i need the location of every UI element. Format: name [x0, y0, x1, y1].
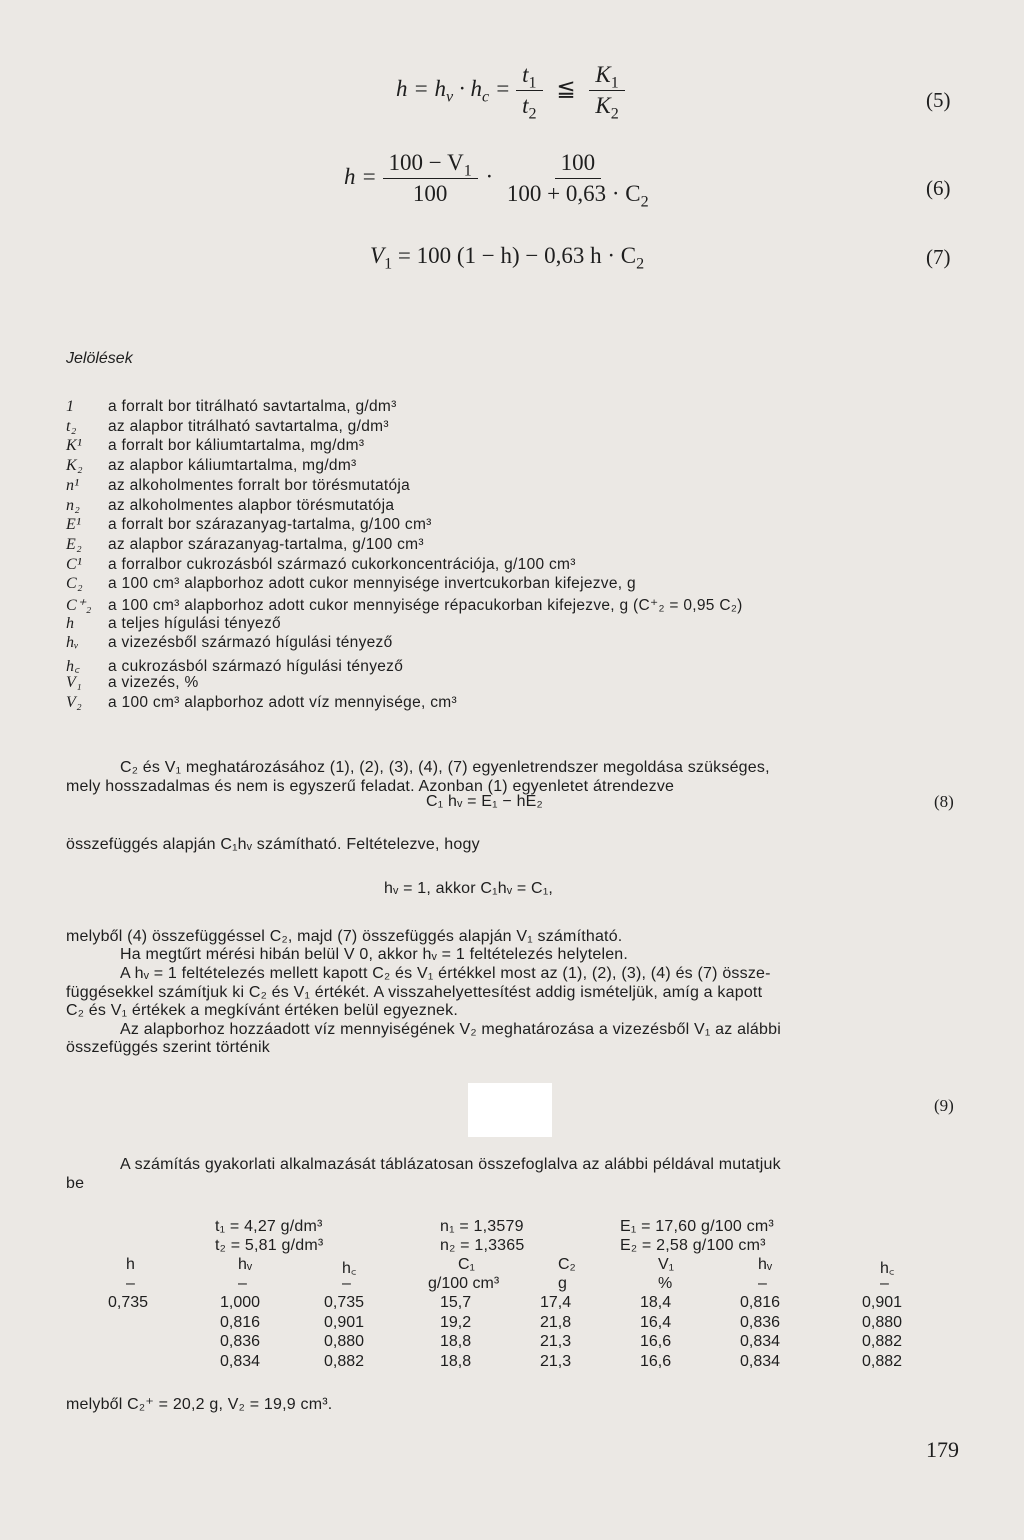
legend-symbol: C¹ [66, 555, 83, 573]
equation-5-label: (5) [926, 88, 951, 112]
legend-description: a 100 cm³ alapborhoz adott cukor mennyisége répacukorban kifejezve, g (C⁺₂ = 0,95 C₂) [108, 597, 743, 614]
table-unit-cell: % [658, 1275, 673, 1292]
legend-symbol: C⁺₂ [66, 597, 92, 614]
legend-description: a 100 cm³ alapborhoz adott cukor mennyisége invertcukorban kifejezve, g [108, 575, 636, 593]
equation-8: C₁ hᵥ = E₁ − hE₂ [426, 793, 543, 810]
table-unit-cell: – [880, 1275, 889, 1292]
table-cell: 21,8 [540, 1313, 572, 1331]
table-cell: 0,834 [740, 1333, 781, 1350]
legend-symbol: h꜀ [66, 658, 81, 676]
legend-item [66, 615, 281, 633]
paragraph-3-line-3: A hᵥ = 1 feltételezés mellett kapott C₂ és V₁ értékkel most az (1), (2), (3), (4) és (7) össze- [120, 965, 771, 982]
given-e2: E₂ = 2,58 g/100 cm³ [620, 1237, 766, 1254]
paragraph-4-line-1: A számítás gyakorlati alkalmazását táblázatosan összefoglalva az alábbi példával mutatjuk [120, 1156, 781, 1173]
table-unit-cell: g [558, 1275, 567, 1292]
legend-description: a vizezés, % [108, 673, 199, 691]
legend-item [66, 477, 410, 495]
table-cell: 21,3 [540, 1352, 572, 1370]
legend-description: az alapbor szárazanyag-tartalma, g/100 cm³ [108, 535, 424, 553]
table-unit-cell: g/100 cm³ [428, 1275, 500, 1292]
legend-description: a vizezésből származó hígulási tényező [108, 634, 393, 652]
legend-item [66, 457, 357, 475]
legend-symbol: K₂ [66, 457, 83, 475]
paragraph-3-line-2: Ha megtűrt mérési hibán belül V 0, akkor hᵥ = 1 feltételezés helytelen. [120, 946, 629, 963]
table-header-cell: V₁ [658, 1256, 675, 1273]
legend-description: az alapbor titrálható savtartalma, g/dm³ [108, 417, 389, 435]
table-cell: 0,836 [220, 1333, 261, 1350]
legend-item [66, 674, 199, 692]
legend-item [66, 575, 636, 593]
blank-equation-9-area [468, 1083, 552, 1137]
legend-symbol: E¹ [66, 516, 82, 534]
page-number: 179 [926, 1437, 959, 1462]
table-cell: 17,4 [540, 1294, 572, 1311]
table-cell: 16,4 [640, 1313, 672, 1331]
table-cell: 0,880 [862, 1313, 903, 1331]
table-cell: 0,882 [862, 1352, 903, 1370]
equation-5: $h = h_v \cdot h_c$ = $\frac{t_1}{t_2}$ ≦ $\frac{K_1}{K_2}$ [396, 62, 625, 119]
legend-item [66, 418, 389, 436]
legend-symbol: n₂ [66, 496, 81, 514]
paragraph-3-line-7: összefüggés szerint történik [66, 1039, 270, 1056]
paragraph-3-line-1: melyből (4) összefüggéssel C₂, majd (7) összefüggés alapján V₁ számítható. [66, 928, 623, 945]
paragraph-1-line-2: mely hosszadalmas és nem is egyszerű feladat. Azonban (1) egyenletet átrendezve [66, 778, 675, 795]
legend-item [66, 516, 432, 534]
legend-description: az alkoholmentes forralt bor törésmutatója [108, 476, 411, 494]
equation-8-label: (8) [934, 792, 954, 811]
legend-item [66, 398, 397, 416]
legend-description: a forralbor cukrozásból származó cukorkoncentrációja, g/100 cm³ [108, 555, 576, 573]
legend-symbol: E₂ [66, 535, 82, 553]
table-cell: 0,880 [324, 1333, 365, 1350]
table-header-cell: hᵥ [238, 1256, 253, 1273]
legend-item [66, 595, 743, 615]
paragraph-4-line-2: be [66, 1175, 85, 1192]
legend-description: a forralt bor szárazanyag-tartalma, g/100 cm³ [108, 516, 432, 534]
legend-item [66, 536, 424, 554]
table-cell: 0,816 [740, 1294, 781, 1311]
given-n2: n₂ = 1,3365 [440, 1237, 525, 1254]
legend-heading: Jelölések [66, 350, 133, 367]
legend-item [66, 497, 394, 515]
legend-symbol: hᵥ [66, 634, 80, 652]
table-unit-cell: – [238, 1275, 247, 1292]
legend-item [66, 556, 576, 574]
table-cell: 18,8 [440, 1333, 472, 1350]
legend-symbol: t₂ [66, 417, 77, 435]
paragraph-3-line-4: függésekkel számítjuk ki C₂ és V₁ értékét. A visszahelyettesítést addig ismételjük, amíg a kapott [66, 984, 763, 1001]
legend-description: az alapbor káliumtartalma, mg/dm³ [108, 457, 357, 475]
table-cell: 1,000 [220, 1294, 261, 1311]
legend-item [66, 694, 457, 712]
table-unit-cell: – [758, 1275, 767, 1292]
table-cell: 0,901 [862, 1294, 903, 1311]
legend-symbol: h [66, 614, 75, 632]
table-header-cell: C₁ [458, 1256, 475, 1273]
given-n1: n₁ = 1,3579 [440, 1218, 524, 1235]
table-cell: 18,4 [640, 1294, 672, 1311]
table-cell: 0,735 [108, 1294, 149, 1311]
legend-description: a 100 cm³ alapborhoz adott víz mennyisége, cm³ [108, 693, 457, 711]
legend-symbol: V₁ [66, 673, 82, 691]
equation-6: h = $\frac{100 - V_1}{100}$ · $\frac{100}{100 + 0,63 \cdot C_2}$ [344, 150, 649, 211]
given-t2: t₂ = 5,81 g/dm³ [215, 1237, 324, 1254]
table-cell: 16,6 [640, 1333, 672, 1350]
table-cell: 15,7 [440, 1294, 472, 1311]
table-cell: 18,8 [440, 1352, 472, 1370]
legend-item [66, 437, 364, 455]
conclusion-line: melyből C₂⁺ = 20,2 g, V₂ = 19,9 cm³. [66, 1396, 333, 1413]
table-unit-cell: – [342, 1275, 351, 1292]
paragraph-3-line-5: C₂ és V₁ értékek a megkívánt értéken belül egyeznek. [66, 1002, 458, 1019]
table-cell: 0,816 [220, 1313, 261, 1331]
paragraph-2: összefüggés alapján C₁hᵥ számítható. Feltételezve, hogy [66, 836, 480, 853]
legend-symbol: n¹ [66, 476, 80, 494]
table-cell: 0,882 [324, 1352, 365, 1370]
table-cell: 19,2 [440, 1313, 472, 1331]
legend-item [66, 654, 403, 676]
table-cell: 21,3 [540, 1333, 572, 1350]
table-header-cell: h꜀ [880, 1260, 895, 1277]
legend-description: az alkoholmentes alapbor törésmutatója [108, 496, 395, 514]
legend-symbol: V₂ [66, 693, 82, 711]
given-e1: E₁ = 17,60 g/100 cm³ [620, 1218, 774, 1235]
table-header-cell: h [126, 1256, 135, 1273]
equation-7-label: (7) [926, 245, 951, 269]
legend-description: a forralt bor titrálható savtartalma, g/dm³ [108, 398, 397, 415]
equation-6-label: (6) [926, 176, 951, 200]
table-header-cell: hᵥ [758, 1256, 773, 1273]
table-cell: 0,836 [740, 1313, 781, 1331]
equation-9-label: (9) [934, 1096, 954, 1115]
legend-symbol: K¹ [66, 437, 83, 455]
table-header-cell: h꜀ [342, 1260, 357, 1277]
table-header-cell: C₂ [558, 1256, 576, 1273]
paragraph-1-line-1: C₂ és V₁ meghatározásához (1), (2), (3), (4), (7) egyenletrendszer megoldása szükséges, [120, 759, 770, 776]
table-cell: 0,834 [220, 1352, 261, 1370]
table-cell: 0,735 [324, 1294, 365, 1311]
equation-hv-assumption: hᵥ = 1, akkor C₁hᵥ = C₁, [384, 880, 554, 897]
given-t1: t₁ = 4,27 g/dm³ [215, 1218, 323, 1235]
table-cell: 0,901 [324, 1313, 365, 1331]
table-unit-cell: – [126, 1275, 135, 1292]
table-cell: 16,6 [640, 1352, 672, 1370]
legend-description: a cukrozásból származó hígulási tényező [108, 658, 404, 676]
legend-symbol: C₂ [66, 575, 83, 593]
legend-symbol: 1 [66, 398, 75, 415]
legend-item [66, 634, 393, 652]
paragraph-3-line-6: Az alapborhoz hozzáadott víz mennyiségének V₂ meghatározása a vizezésből V₁ az alábbi [120, 1021, 781, 1038]
table-cell: 0,834 [740, 1352, 781, 1370]
legend-description: a teljes hígulási tényező [108, 614, 281, 632]
table-cell: 0,882 [862, 1333, 903, 1350]
equation-7: $V_1 = 100$ (1 − h) − 0,63 $h \cdot C_2$ [370, 243, 645, 273]
legend-description: a forralt bor káliumtartalma, mg/dm³ [108, 437, 365, 455]
